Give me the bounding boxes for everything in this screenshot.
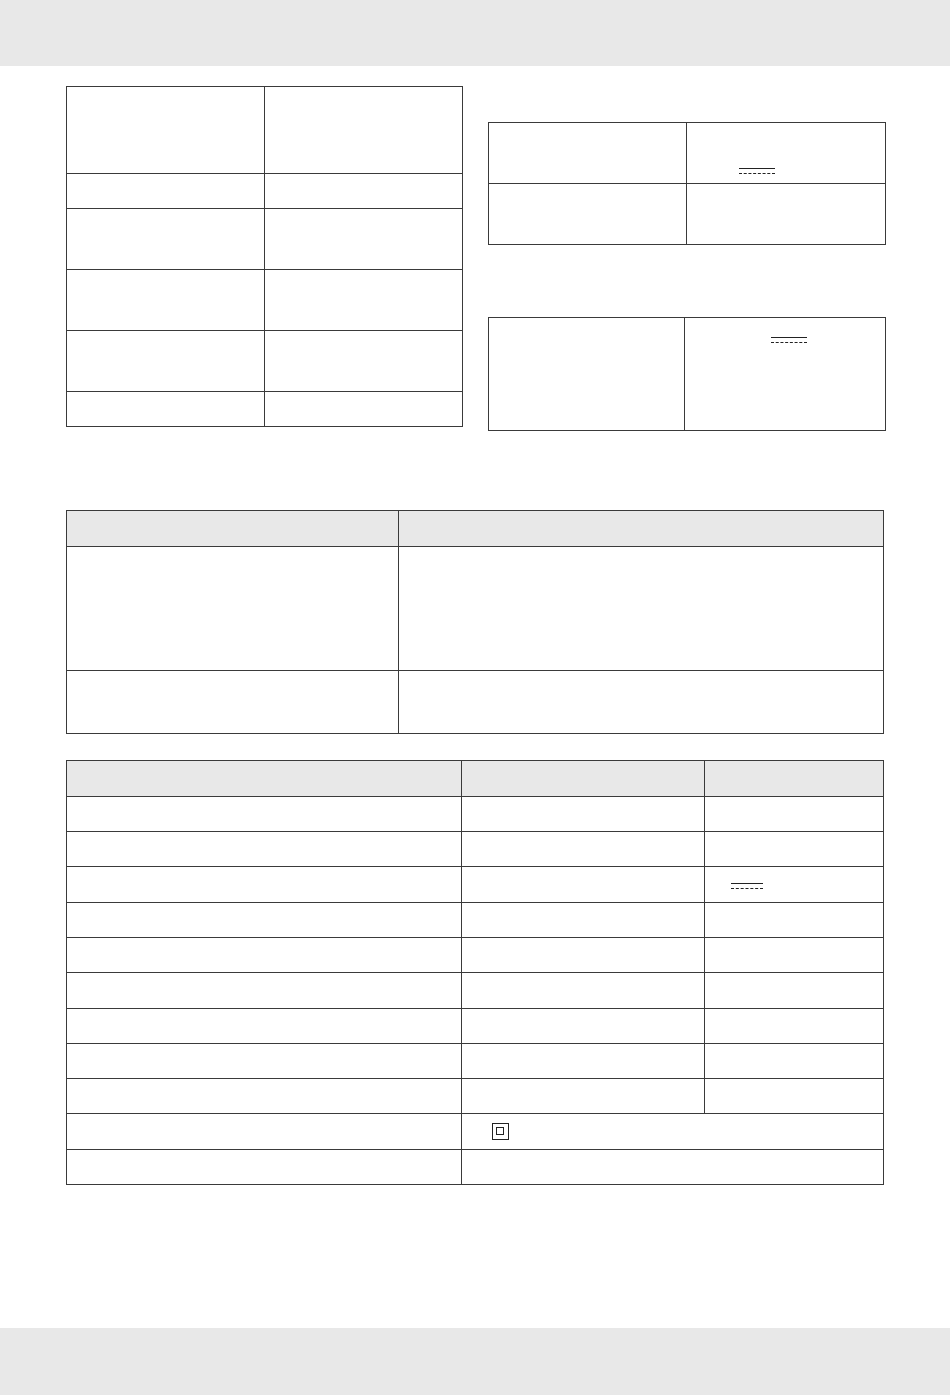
spec-table-1-cell <box>265 392 463 427</box>
spec-table-5-cell <box>67 903 462 938</box>
spec-table-1-cell <box>67 392 265 427</box>
dc-current-icon <box>739 165 775 177</box>
spec-table-5-cell <box>705 938 884 973</box>
spec-table-5-cell <box>705 867 884 903</box>
spec-table-5-cell <box>67 1044 462 1079</box>
spec-table-4-header <box>399 511 884 547</box>
spec-table-5-cell <box>705 903 884 938</box>
spec-table-5-cell <box>462 1150 884 1185</box>
spec-table-4-cell <box>399 671 884 734</box>
spec-table-1-cell <box>265 270 463 331</box>
spec-table-1-cell <box>265 87 463 174</box>
spec-table-5-cell <box>67 797 462 832</box>
spec-table-1-cell <box>265 331 463 392</box>
header-band <box>0 0 950 66</box>
spec-table-5-cell <box>67 867 462 903</box>
spec-table-5-cell <box>705 797 884 832</box>
spec-table-4-header <box>67 511 399 547</box>
spec-table-5-cell <box>705 1044 884 1079</box>
spec-table-5-cell <box>462 797 705 832</box>
spec-table-5-cell <box>462 867 705 903</box>
spec-table-5-cell <box>462 1114 884 1150</box>
spec-table-1-cell <box>67 209 265 270</box>
spec-table-5-cell <box>462 1044 705 1079</box>
spec-table-5-cell <box>67 1079 462 1114</box>
spec-table-4 <box>66 510 884 734</box>
spec-table-3-cell <box>685 318 886 431</box>
spec-table-5-cell <box>67 938 462 973</box>
spec-table-5-cell <box>705 1079 884 1114</box>
spec-table-5 <box>66 760 884 1185</box>
spec-table-1-cell <box>265 174 463 209</box>
spec-table-5-cell <box>462 1079 705 1114</box>
spec-table-1-cell <box>67 331 265 392</box>
spec-table-5-cell <box>67 1150 462 1185</box>
spec-table-1-cell <box>67 270 265 331</box>
spec-table-5-header <box>705 761 884 797</box>
spec-table-5-cell <box>462 903 705 938</box>
dc-current-icon <box>771 334 807 346</box>
spec-table-5-cell <box>705 973 884 1009</box>
spec-table-1 <box>66 86 463 427</box>
spec-table-5-header <box>462 761 705 797</box>
spec-table-5-cell <box>705 832 884 867</box>
footer-band <box>0 1328 950 1395</box>
spec-table-1-cell <box>265 209 463 270</box>
spec-table-5-cell <box>462 832 705 867</box>
spec-table-2-cell <box>489 123 687 184</box>
spec-table-4-cell <box>67 671 399 734</box>
spec-table-2-cell <box>687 184 886 245</box>
spec-table-4-cell <box>399 547 884 671</box>
spec-table-2-cell <box>489 184 687 245</box>
spec-table-5-cell <box>462 1009 705 1044</box>
spec-table-1-cell <box>67 87 265 174</box>
spec-table-5-cell <box>67 973 462 1009</box>
spec-table-5-cell <box>705 1009 884 1044</box>
spec-table-1-cell <box>67 174 265 209</box>
spec-table-3-cell <box>489 318 685 431</box>
spec-table-2 <box>488 122 886 245</box>
spec-table-5-cell <box>462 938 705 973</box>
spec-table-5-cell <box>67 832 462 867</box>
spec-table-5-cell <box>462 973 705 1009</box>
dc-current-icon <box>731 880 763 892</box>
spec-table-2-cell <box>687 123 886 184</box>
double-insulation-icon <box>492 1123 509 1140</box>
spec-table-5-cell <box>67 1009 462 1044</box>
spec-table-4-cell <box>67 547 399 671</box>
spec-table-5-cell <box>67 1114 462 1150</box>
spec-table-3 <box>488 317 886 431</box>
spec-table-5-header <box>67 761 462 797</box>
